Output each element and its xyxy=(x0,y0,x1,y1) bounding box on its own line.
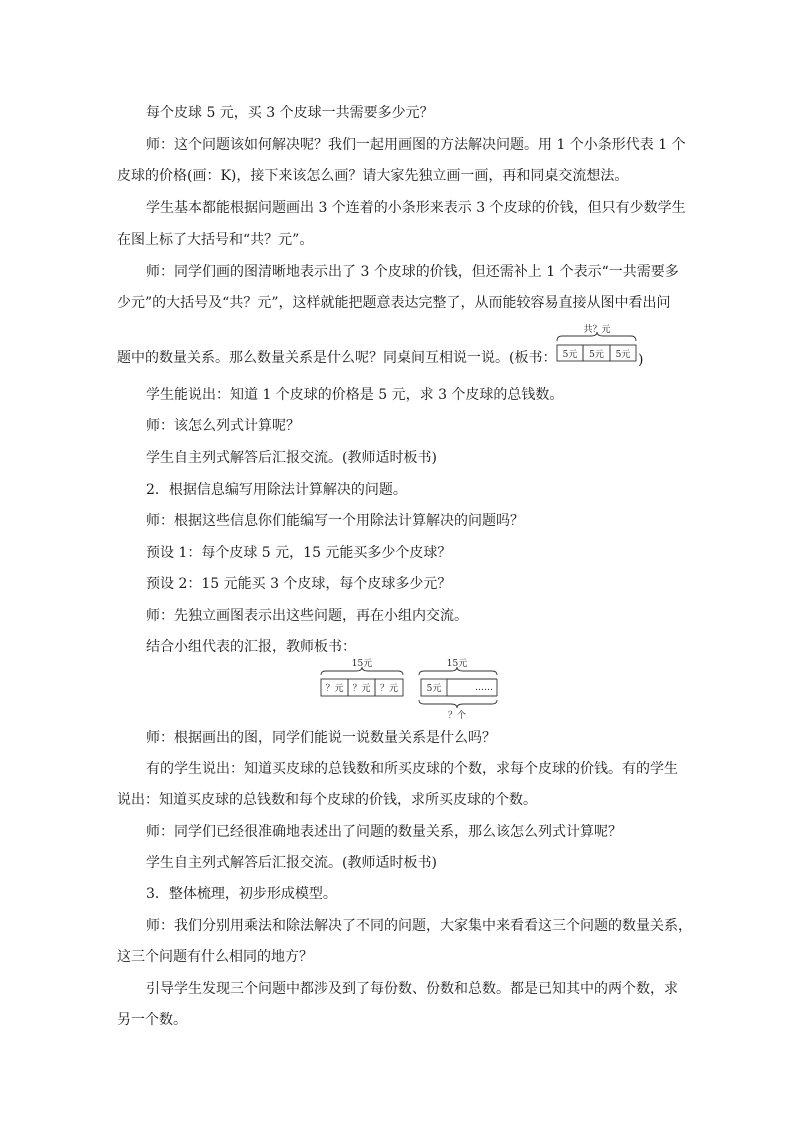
paragraph-line: 师：先独立画图表示出这些问题，再在小组内交流。 xyxy=(146,608,468,624)
diagram-cell-label: ？元 xyxy=(325,684,344,694)
paragraph-line: 另一个数。 xyxy=(117,1012,187,1028)
paragraph-line: 预设 1：每个皮球 5 元，15 元能买多少个皮球？ xyxy=(146,545,452,561)
diagram-cell-label: 5元 xyxy=(562,350,578,360)
paragraph-line: 这三个问题有什么相同的地方？ xyxy=(117,949,313,965)
paragraph-line: 学生自主列式解答后汇报交流。(教师适时板书) xyxy=(146,450,437,466)
paragraph-line: 学生基本都能根据问题画出 3 个连着的小条形来表示 3 个皮球的价钱，但只有少数学生 xyxy=(146,200,686,216)
paragraph-line: 3．整体梳理，初步形成模型。 xyxy=(146,886,337,902)
paragraph-line: 师：该怎么列式计算呢？ xyxy=(146,418,300,434)
diagram-top-label: 共？元 xyxy=(583,325,611,335)
paragraph-line: 每个皮球 5 元，买 3 个皮球一共需要多少元？ xyxy=(146,105,434,121)
paragraph-line: 师：这个问题该如何解决呢？我们一起用画图的方法解决问题。用 1 个小条形代表 1 个 xyxy=(146,137,686,153)
paragraph-line: 说出：知道买皮球的总钱数和每个皮球的价钱，求所买皮球的个数。 xyxy=(117,792,537,808)
paragraph-line: 引导学生发现三个问题中都涉及到了每份数、份数和总数。都是已知其中的两个数，求 xyxy=(146,981,678,997)
paragraph-line: 在图上标了大括号和“共？元”。 xyxy=(117,232,314,248)
diagram-bottom-label: ？个 xyxy=(447,711,467,721)
diagram-dots: …… xyxy=(475,683,493,693)
board-diagram-1 xyxy=(553,322,645,368)
diagram-close-paren: ) xyxy=(638,352,644,368)
paragraph-line: 皮球的价格(画：K)，接下来该怎么画？请大家先独立画一画，再和同桌交流想法。 xyxy=(117,168,629,184)
paragraph-line: 结合小组代表的汇报，教师板书： xyxy=(146,639,356,655)
paragraph-line: 有的学生说出：知道买皮球的总钱数和所买皮球的个数，求每个皮球的价钱。有的学生 xyxy=(146,761,678,777)
board-diagram-2 xyxy=(314,655,506,721)
diagram-brace xyxy=(419,700,497,708)
paragraph-line: 师：根据这些信息你们能编写一个用除法计算解决的问题吗？ xyxy=(146,513,524,529)
diagram-cell-label: 5元 xyxy=(615,350,631,360)
paragraph-line: 师：根据画出的图，同学们能说一说数量关系是什么吗？ xyxy=(146,730,496,746)
paragraph-line: 师：同学们画的图清晰地表示出了 3 个皮球的价钱，但还需补上 1 个表示“一共需要多 xyxy=(146,264,679,280)
diagram-cell-label: ？元 xyxy=(379,684,399,694)
diagram-top-label: 15元 xyxy=(446,659,468,669)
diagram-brace xyxy=(321,667,403,675)
paragraph-line: 师：同学们已经很准确地表述出了问题的数量关系，那么该怎么列式计算呢？ xyxy=(146,824,622,840)
paragraph-line: 学生自主列式解答后汇报交流。(教师适时板书) xyxy=(146,855,437,871)
paragraph-line: 学生能说出：知道 1 个皮球的价格是 5 元，求 3 个皮球的总钱数。 xyxy=(146,387,564,403)
paragraph-line: 少元”的大括号及“共？元”，这样就能把题意表达完整了，从而能较容易直接从图中看出问 xyxy=(117,295,671,311)
diagram-cell-label: 5元 xyxy=(426,684,442,694)
paragraph-line: 2．根据信息编写用除法计算解决的问题。 xyxy=(146,482,407,498)
diagram-brace xyxy=(557,332,636,341)
paragraph-line: 题中的数量关系。那么数量关系是什么呢？同桌间互相说一说。(板书： xyxy=(117,350,557,366)
diagram-top-label: 15元 xyxy=(351,659,373,669)
paragraph-line: 师：我们分别用乘法和除法解决了不同的问题，大家集中来看看这三个问题的数量关系， xyxy=(146,918,692,934)
diagram-cell-label: 5元 xyxy=(589,350,604,360)
paragraph-line: 预设 2：15 元能买 3 个皮球，每个皮球多少元？ xyxy=(146,576,452,592)
diagram-cell-label: ？元 xyxy=(352,684,371,694)
